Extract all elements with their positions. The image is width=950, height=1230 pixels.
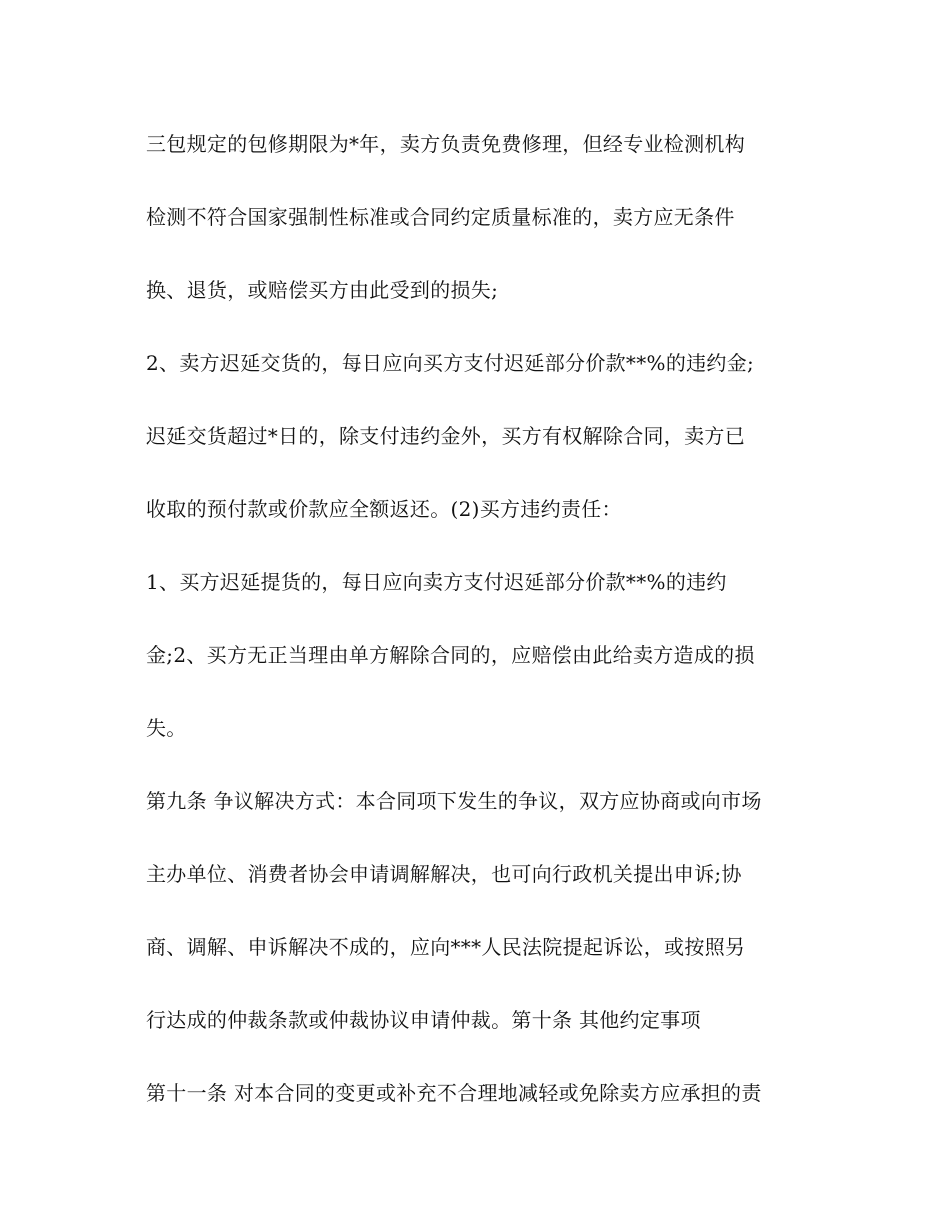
text-line: 三包规定的包修期限为*年，卖方负责免费修理，但经专业检测机构	[146, 132, 745, 156]
text-line: 行达成的仲裁条款或仲裁协议申请仲裁。第十条 其他约定事项	[146, 1008, 701, 1032]
text-line: 换、退货，或赔偿买方由此受到的损失;	[146, 278, 499, 302]
text-line: 商、调解、申诉解决不成的，应向***人民法院提起诉讼，或按照另	[146, 935, 746, 959]
text-line: 第十一条 对本合同的变更或补充不合理地减轻或免除卖方应承担的责	[146, 1081, 762, 1105]
text-line: 2、卖方迟延交货的，每日应向买方支付迟延部分价款**%的违约金;	[146, 351, 755, 375]
text-line: 检测不符合国家强制性标准或合同约定质量标准的，卖方应无条件	[146, 205, 735, 229]
text-line: 收取的预付款或价款应全额返还。(2)买方违约责任：	[146, 497, 622, 521]
text-line: 1、买方迟延提货的，每日应向卖方支付迟延部分价款**%的违约	[146, 570, 727, 594]
text-line: 第九条 争议解决方式：本合同项下发生的争议，双方应协商或向市场	[146, 789, 762, 813]
text-line: 失。	[146, 716, 187, 740]
text-line: 迟延交货超过*日的，除支付违约金外，买方有权解除合同，卖方已	[146, 424, 745, 448]
text-line: 主办单位、消费者协会申请调解解决，也可向行政机关提出申诉;协	[146, 862, 742, 886]
text-line: 金;2、买方无正当理由单方解除合同的，应赔偿由此给卖方造成的损	[146, 643, 755, 667]
